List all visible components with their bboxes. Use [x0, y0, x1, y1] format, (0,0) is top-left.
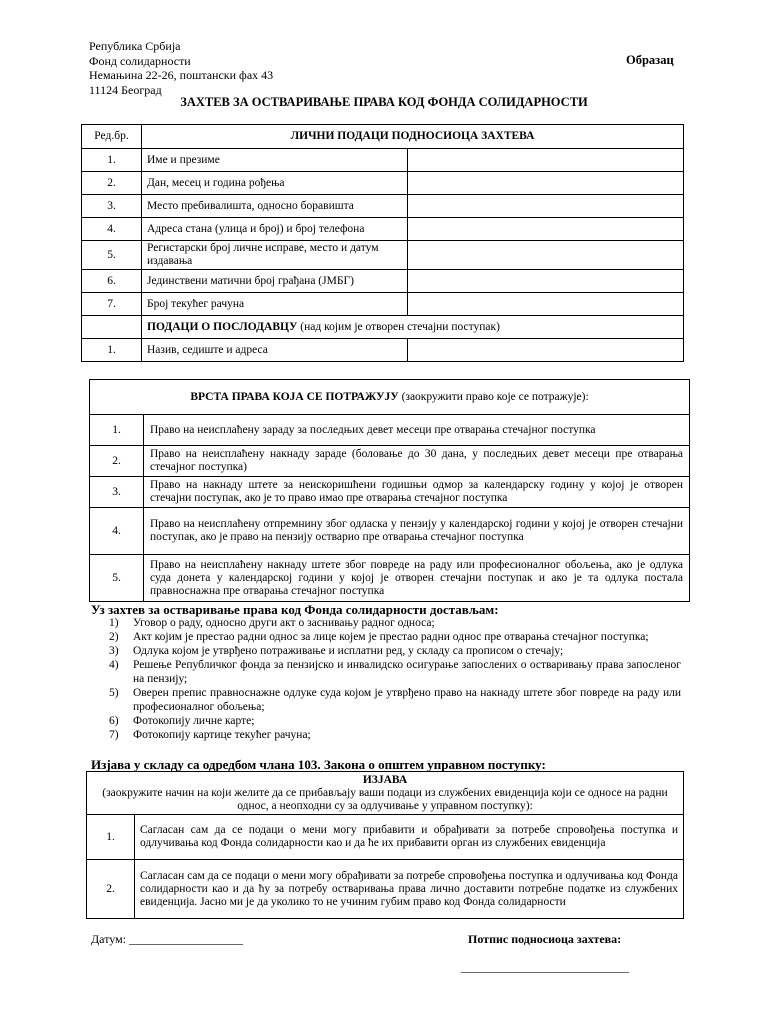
right-option-text: Право на накнаду штете за неискоришћени годишњи одмор за календарску годину у којој је отворен стечајни поступак, ако је то право имао пре отварања стечајног поступка — [144, 477, 690, 508]
table-row[interactable] — [90, 446, 690, 477]
item-text: Оверен препис правноснажне одлуке суда којом је утврђено право на накнаду штете због повреде на раду или професионалног обољења; — [133, 687, 681, 713]
issuer-address: Немањина 22-26, поштански фах 43 — [89, 68, 274, 82]
issuer-name: Фонд солидарности — [89, 53, 191, 68]
item-text: Акт којим је престао радни однос за лице којем је престао радни однос пре отварања стечајног поступка; — [133, 631, 649, 643]
declaration-option-text: Сагласан сам да се подаци о мени могу прибавити и обрађивати за потребе спровођења поступка и одлучивања код Фонда солидарности као и да ће их прибавити орган из службених евиденција — [135, 815, 684, 860]
item-text: Одлука којом је утврђено потраживање и исплатни ред, у складу са прописом о стечају; — [133, 645, 564, 657]
item-number: 1) — [109, 617, 119, 629]
item-number: 5) — [109, 687, 119, 699]
field-label-residence: Место пребивалишта, односно боравишта — [142, 195, 408, 218]
right-option-text: Право на неисплаћену накнаду зараде (боловање до 30 дана, у последњих девет месеци пре отварања стечајног поступка) — [144, 446, 690, 477]
employer-heading-note: (над којим је отворен стечајни поступак) — [297, 320, 500, 333]
row-number: 6. — [82, 270, 142, 293]
page-title: ЗАХТЕВ ЗА ОСТВАРИВАЊЕ ПРАВА КОД ФОНДА СОЛИДАРНОСТИ — [180, 95, 588, 109]
list-item — [109, 658, 681, 686]
table-row — [82, 339, 684, 362]
field-jmbg[interactable] — [408, 270, 684, 293]
declaration-option-text: Сагласан сам да се подаци о мени могу обрађивати за потребе спровођења поступка и одлучивања код Фонда солидарности као и да ћу за потребу остваривања права лично доставити потребне податке из службених евиденција. Јасно ми је да уколико то не учиним губим право код Фонда солидарности — [135, 860, 684, 919]
list-item — [109, 728, 681, 742]
issuer-city: 11124 Београд — [89, 82, 162, 97]
row-number: 7. — [82, 293, 142, 316]
table-row[interactable] — [87, 860, 684, 919]
list-item — [109, 644, 681, 658]
row-number: 2. — [87, 860, 135, 919]
item-number: 3) — [109, 645, 119, 657]
field-label-jmbg: Јединствени матични број грађана (ЈМБГ) — [142, 270, 408, 293]
field-label-id-document: Регистарски број личне исправе, место и датум издавања — [142, 241, 408, 270]
row-number: 1. — [87, 815, 135, 860]
field-label-full-name: Име и презиме — [142, 149, 408, 172]
employer-header-row — [82, 316, 684, 339]
table-row — [82, 293, 684, 316]
row-number: 3. — [90, 477, 144, 508]
table-row — [82, 241, 684, 270]
declaration-title: Изјава у складу са одредбом члана 103. Закона о општем управном поступку: — [91, 757, 546, 772]
row-number: 4. — [82, 218, 142, 241]
field-address-phone[interactable] — [408, 218, 684, 241]
rights-heading — [90, 380, 690, 415]
item-number: 2) — [109, 631, 119, 643]
date-field[interactable]: Датум: ___________________ — [91, 932, 244, 946]
right-option-text: Право на неисплаћену отпремнину због одласка у пензију у календарској години у којој је отворен стечајни поступак, ако је право на пензију остварио пре отварања стечајног поступка — [144, 508, 690, 555]
rights-heading-note: (заокружити право које се потражује): — [398, 390, 589, 403]
table-row — [82, 195, 684, 218]
item-number: 7) — [109, 729, 119, 741]
table-row[interactable] — [87, 815, 684, 860]
right-option-text: Право на неисплаћену накнаду штете због повреде на раду или професионалног обољења, ако је одлука суда донета у календарској години у којој је отворен стечајни поступак и ако је та одлука постала правноснажна пре отварања стечајног поступка — [144, 555, 690, 602]
declaration-heading: ИЗЈАВА — [362, 773, 408, 786]
row-number: 5. — [90, 555, 144, 602]
declaration-table — [86, 771, 684, 919]
attachments-title: Уз захтев за остваривање права код Фонда солидарности достављам: — [91, 602, 499, 617]
row-number: 3. — [82, 195, 142, 218]
field-id-document[interactable] — [408, 241, 684, 270]
rights-table — [89, 379, 690, 602]
field-residence[interactable] — [408, 195, 684, 218]
row-number: 5. — [82, 241, 142, 270]
signature-line[interactable]: ____________________________ — [461, 960, 629, 974]
field-label-employer: Назив, седиште и адреса — [142, 339, 408, 362]
list-item — [109, 630, 681, 644]
row-number: 4. — [90, 508, 144, 555]
rights-header-row — [90, 380, 690, 415]
list-item — [109, 616, 681, 630]
list-item — [109, 686, 681, 714]
table-row — [82, 270, 684, 293]
table-row[interactable] — [90, 477, 690, 508]
personal-heading: ЛИЧНИ ПОДАЦИ ПОДНОСИОЦА ЗАХТЕВА — [142, 125, 684, 149]
row-number: 1. — [90, 415, 144, 446]
table-row[interactable] — [90, 508, 690, 555]
right-option-text: Право на неисплаћену зараду за последњих девет месеци пре отварања стечајног поступка — [144, 415, 690, 446]
table-row — [82, 218, 684, 241]
col-number-header: Ред.бр. — [82, 125, 142, 149]
row-number: 1. — [82, 339, 142, 362]
signature-label: Потпис подносиоца захтева: — [468, 932, 622, 946]
field-employer[interactable] — [408, 339, 684, 362]
declaration-header-row — [87, 772, 684, 815]
form-label: Образац — [626, 53, 674, 67]
employer-heading — [142, 316, 684, 339]
row-number: 2. — [90, 446, 144, 477]
issuer-country: Република Србија — [89, 39, 181, 53]
field-full-name[interactable] — [408, 149, 684, 172]
item-number: 6) — [109, 715, 119, 727]
issuer-header — [89, 39, 273, 97]
attachments-list — [109, 616, 681, 742]
employer-heading-bold: ПОДАЦИ О ПОСЛОДАВЦУ — [147, 320, 298, 333]
field-birth-date[interactable] — [408, 172, 684, 195]
list-item — [109, 714, 681, 728]
item-text: Решење Републичког фонда за пензијско и инвалидско осигурање запослених о остваривању права запосленог на пензију; — [133, 659, 681, 685]
field-label-birth-date: Дан, месец и година рођења — [142, 172, 408, 195]
item-text: Фотокопију личне карте; — [133, 715, 255, 727]
field-label-bank-account: Број текућег рачуна — [142, 293, 408, 316]
personal-data-table — [81, 124, 684, 362]
table-row[interactable] — [90, 555, 690, 602]
field-label-address-phone: Адреса стана (улица и број) и број телефона — [142, 218, 408, 241]
table-row[interactable] — [90, 415, 690, 446]
table-row — [82, 149, 684, 172]
row-number: 1. — [82, 149, 142, 172]
declaration-heading-cell — [87, 772, 684, 815]
empty-cell — [82, 316, 142, 339]
item-text: Уговор о раду, односно други акт о заснивању радног односа; — [133, 617, 435, 629]
rights-heading-bold: ВРСТА ПРАВА КОЈА СЕ ПОТРАЖУЈУ — [190, 390, 399, 403]
field-bank-account[interactable] — [408, 293, 684, 316]
personal-header-row — [82, 125, 684, 149]
item-number: 4) — [109, 659, 119, 671]
table-row — [82, 172, 684, 195]
declaration-subheading: (заокружите начин на који желите да се прибављају ваши подаци из службених евиденција који се односе на радни однос, а неопходни су за одлучивање у управном поступку): — [102, 786, 668, 812]
item-text: Фотокопију картице текућег рачуна; — [133, 729, 311, 741]
row-number: 2. — [82, 172, 142, 195]
